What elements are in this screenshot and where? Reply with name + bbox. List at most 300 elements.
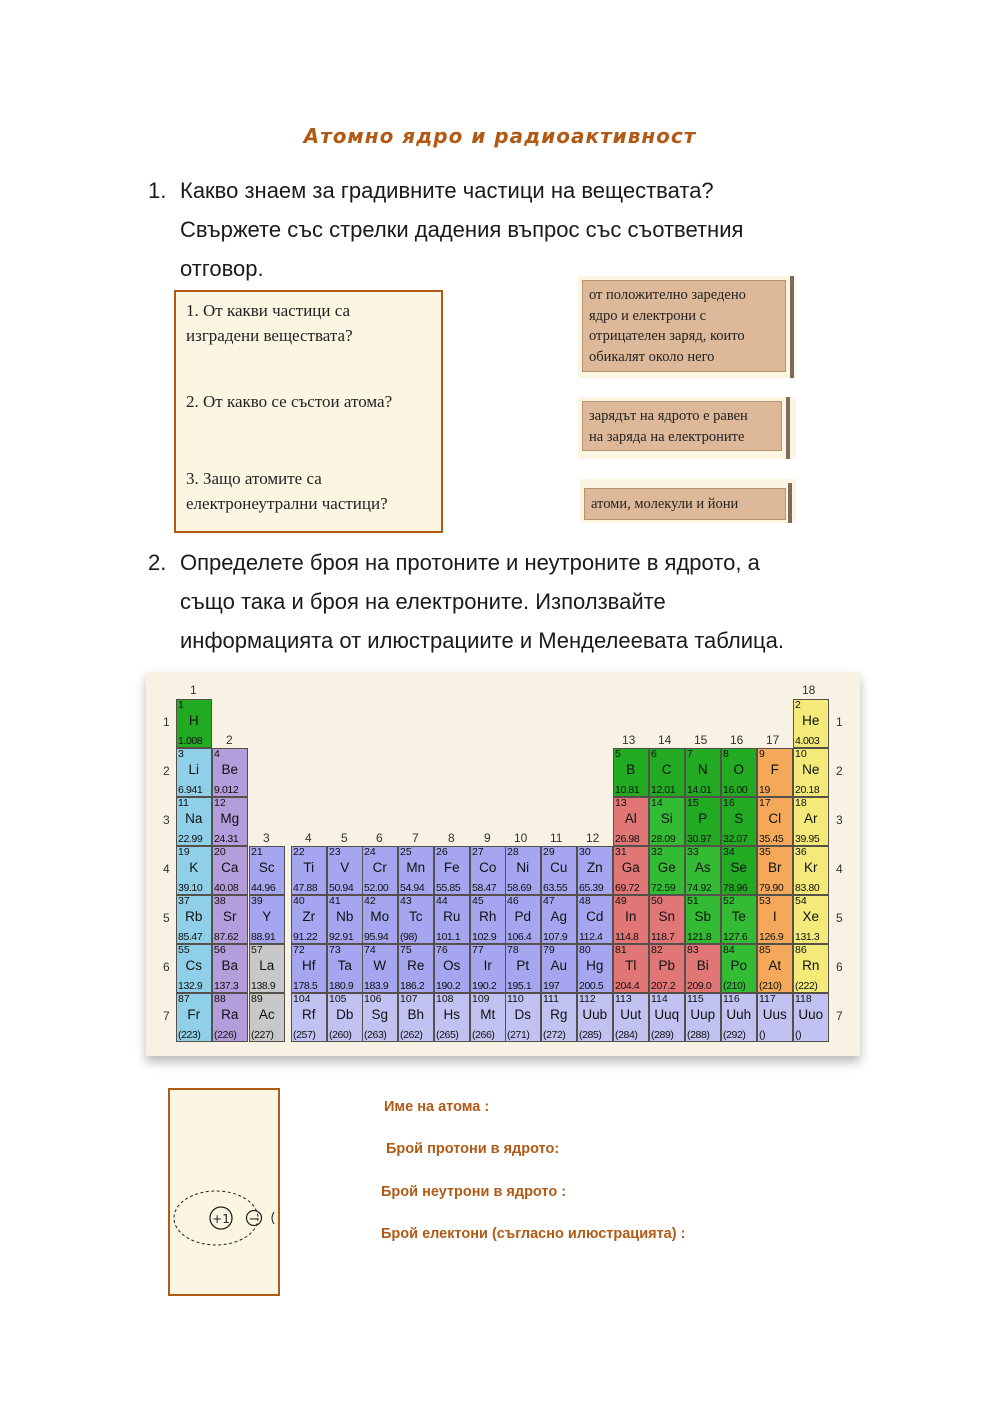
element-cell[interactable] [613, 797, 649, 846]
atomic-number: 55 [178, 944, 190, 956]
element-cell[interactable] [176, 699, 212, 748]
element-cell[interactable] [398, 846, 434, 895]
element-cell[interactable] [649, 895, 685, 944]
element-symbol: As [694, 860, 711, 875]
element-cell[interactable] [434, 993, 470, 1042]
atomic-mass: 39.95 [795, 833, 820, 845]
element-cell[interactable] [757, 993, 793, 1042]
atomic-number: 79 [543, 944, 555, 956]
question-2-number: 2. [148, 550, 167, 575]
atomic-number: 27 [472, 846, 484, 858]
element-symbol: Cd [586, 909, 604, 924]
atomic-mass: 63.55 [543, 882, 568, 894]
atomic-number: 24 [364, 846, 376, 858]
element-cell[interactable] [613, 944, 649, 993]
atomic-number: 81 [615, 944, 627, 956]
atomic-number: 74 [364, 944, 376, 956]
element-cell[interactable] [505, 993, 541, 1042]
group-label: 6 [376, 831, 383, 845]
element-cell[interactable] [327, 944, 363, 993]
atomic-mass: 10.81 [615, 784, 640, 796]
element-cell[interactable] [757, 846, 793, 895]
element-cell[interactable] [757, 895, 793, 944]
atom-diagram [170, 1090, 278, 1294]
group-label: 15 [694, 733, 708, 747]
element-cell[interactable] [613, 846, 649, 895]
element-cell[interactable] [470, 944, 506, 993]
element-cell[interactable] [613, 993, 649, 1042]
atomic-number: 75 [400, 944, 412, 956]
element-cell[interactable] [470, 846, 506, 895]
element-cell[interactable] [176, 846, 212, 895]
atomic-mass: 114.8 [615, 931, 639, 943]
element-cell[interactable] [505, 846, 541, 895]
atomic-number: 46 [507, 895, 519, 907]
atomic-mass: 30.97 [687, 833, 712, 845]
question-1-line: отговор. [180, 256, 264, 281]
atomic-mass: (227) [251, 1029, 274, 1041]
element-cell[interactable] [541, 846, 577, 895]
period-label: 5 [163, 911, 170, 925]
element-symbol: Li [188, 762, 199, 777]
matching-answer-2[interactable]: зарядът на ядрото е равен на заряда на електроните [578, 397, 796, 459]
element-cell[interactable] [249, 895, 285, 944]
period-label: 7 [163, 1009, 170, 1023]
element-cell[interactable] [541, 993, 577, 1042]
period-label: 3 [163, 813, 170, 827]
element-cell[interactable] [362, 846, 398, 895]
element-cell[interactable] [613, 748, 649, 797]
element-symbol: Xe [802, 909, 819, 924]
atomic-mass: (223) [178, 1029, 201, 1041]
atomic-number: 2 [795, 699, 801, 711]
atomic-mass: 121.8 [687, 931, 712, 943]
element-cell[interactable] [212, 993, 248, 1042]
element-cell[interactable] [249, 846, 285, 895]
answer-bar [788, 483, 792, 523]
element-symbol: Pd [514, 909, 531, 924]
atomic-mass: 40.08 [214, 882, 239, 894]
atomic-number: 49 [615, 895, 627, 907]
element-symbol: Ge [657, 860, 676, 875]
element-symbol: Ba [221, 958, 238, 973]
atomic-mass: 126.9 [759, 931, 784, 943]
element-symbol: Rn [802, 958, 820, 973]
atomic-mass: 186.2 [400, 980, 425, 992]
atomic-mass: (266) [472, 1029, 495, 1041]
element-cell[interactable] [577, 944, 613, 993]
atomic-mass: 91.22 [293, 931, 318, 943]
period-label: 7 [836, 1009, 843, 1023]
element-cell[interactable] [685, 993, 721, 1042]
atomic-number: 40 [293, 895, 305, 907]
atomic-number: 76 [436, 944, 448, 956]
group-label: 18 [802, 683, 816, 697]
element-cell[interactable] [793, 895, 829, 944]
element-cell[interactable] [721, 748, 757, 797]
group-label: 11 [550, 831, 563, 845]
element-cell[interactable] [291, 895, 327, 944]
period-label: 4 [163, 862, 170, 876]
period-label: 6 [836, 960, 843, 974]
element-cell[interactable] [327, 895, 363, 944]
atomic-mass: 79.90 [759, 882, 784, 894]
element-cell[interactable] [721, 797, 757, 846]
atomic-number: 28 [507, 846, 519, 858]
element-cell[interactable] [793, 993, 829, 1042]
matching-question-3[interactable]: 3. Защо атомите са електронеутрални частици? [186, 469, 388, 513]
element-symbol: Os [443, 958, 461, 973]
element-symbol: Si [660, 811, 673, 826]
atomic-mass: 28.09 [651, 833, 676, 845]
group-label: 16 [730, 733, 744, 747]
atomic-number: 38 [214, 895, 226, 907]
atomic-number: 56 [214, 944, 226, 956]
atomic-number: 6 [651, 748, 657, 760]
element-symbol: Rb [185, 909, 203, 924]
element-symbol: Rg [550, 1007, 568, 1022]
atomic-number: 85 [759, 944, 771, 956]
atomic-number: 41 [329, 895, 341, 907]
atomic-number: 111 [543, 993, 559, 1005]
element-cell[interactable] [793, 944, 829, 993]
element-cell[interactable] [362, 993, 398, 1042]
element-cell[interactable] [541, 944, 577, 993]
atomic-mass: 132.9 [178, 980, 203, 992]
group-label: 4 [305, 831, 312, 845]
element-cell[interactable] [649, 797, 685, 846]
element-symbol: Ac [258, 1007, 275, 1022]
element-symbol: Ir [483, 958, 492, 973]
atomic-number: 53 [759, 895, 771, 907]
atomic-mass: 16.00 [723, 784, 748, 796]
element-cell[interactable] [212, 846, 248, 895]
atomic-number: 12 [214, 797, 226, 809]
element-symbol: Uuo [798, 1007, 824, 1022]
atomic-mass: 47.88 [293, 882, 318, 894]
atomic-number: 115 [687, 993, 704, 1005]
element-symbol: Bh [407, 1007, 424, 1022]
atomic-mass: (226) [214, 1029, 237, 1041]
atomic-mass: 92.91 [329, 931, 354, 943]
element-cell[interactable] [685, 748, 721, 797]
element-symbol: Ag [550, 909, 567, 924]
atomic-number: 57 [251, 944, 263, 956]
atomic-number: 47 [543, 895, 555, 907]
atomic-number: 7 [687, 748, 693, 760]
period-label: 3 [836, 813, 843, 827]
atomic-number: 83 [687, 944, 699, 956]
atomic-number: 10 [795, 748, 807, 760]
element-symbol: H [188, 713, 199, 728]
atomic-mass: (265) [436, 1029, 459, 1041]
atomic-number: 11 [178, 797, 189, 809]
element-symbol: F [770, 762, 779, 777]
atomic-mass: 12.01 [651, 784, 676, 796]
atomic-mass: 55.85 [436, 882, 461, 894]
atomic-number: 87 [178, 993, 190, 1005]
atomic-number: 78 [507, 944, 519, 956]
atomic-number: 39 [251, 895, 263, 907]
atomic-mass: 85.47 [178, 931, 203, 943]
atomic-mass: (272) [543, 1029, 566, 1041]
element-cell[interactable] [577, 846, 613, 895]
element-cell[interactable] [470, 993, 506, 1042]
element-symbol: Al [624, 811, 637, 826]
element-symbol: Fr [187, 1007, 201, 1022]
atomic-number: 23 [329, 846, 341, 858]
group-label: 1 [190, 683, 197, 697]
element-cell[interactable] [176, 944, 212, 993]
atomic-number: 30 [579, 846, 591, 858]
protons-label: Брой протони в ядрото: [386, 1141, 560, 1157]
atomic-mass: 118.7 [651, 931, 675, 943]
element-symbol: Te [731, 909, 746, 924]
neutrons-label: Брой неутрони в ядрото : [381, 1184, 567, 1200]
element-symbol: Mt [480, 1007, 496, 1022]
atomic-mass: 72.59 [651, 882, 676, 894]
atomic-mass: 58.69 [507, 882, 532, 894]
element-cell[interactable] [721, 993, 757, 1042]
element-cell[interactable] [793, 699, 829, 748]
element-symbol: Sr [223, 909, 237, 924]
element-cell[interactable] [577, 993, 613, 1042]
element-cell[interactable] [327, 846, 363, 895]
element-cell[interactable] [327, 993, 363, 1042]
element-cell[interactable] [685, 846, 721, 895]
atomic-number: 110 [507, 993, 524, 1005]
element-cell[interactable] [793, 748, 829, 797]
atomic-mass: 20.18 [795, 784, 820, 796]
element-symbol: N [697, 762, 708, 777]
atomic-number: 108 [436, 993, 454, 1005]
atomic-number: 89 [251, 993, 263, 1005]
element-symbol: Uub [582, 1007, 608, 1022]
element-cell[interactable] [176, 797, 212, 846]
atomic-mass: 127.6 [723, 931, 748, 943]
element-symbol: Rf [302, 1007, 316, 1022]
atomic-number: 32 [651, 846, 663, 858]
period-label: 1 [836, 715, 843, 729]
element-cell[interactable] [291, 846, 327, 895]
atomic-number: 106 [364, 993, 382, 1005]
period-label: 2 [163, 764, 170, 778]
element-symbol: Cu [550, 860, 568, 875]
atomic-number: 117 [759, 993, 776, 1005]
element-cell[interactable] [685, 944, 721, 993]
atomic-mass: 44.96 [251, 882, 276, 894]
element-symbol: Tl [625, 958, 637, 973]
atomic-mass: (292) [723, 1029, 746, 1041]
atomic-mass: 137.3 [214, 980, 239, 992]
element-cell[interactable] [793, 846, 829, 895]
element-cell[interactable] [577, 895, 613, 944]
atomic-mass: 190.2 [472, 980, 497, 992]
element-symbol: Sn [658, 909, 675, 924]
atomic-mass: 138.9 [251, 980, 276, 992]
element-cell[interactable] [434, 895, 470, 944]
atomic-mass: 39.10 [178, 882, 203, 894]
period-label: 6 [163, 960, 170, 974]
element-cell[interactable] [649, 748, 685, 797]
matching-answer-3[interactable]: атоми, молекули и йони [580, 479, 796, 523]
atomic-mass: 183.9 [364, 980, 389, 992]
atomic-number: 109 [472, 993, 490, 1005]
element-cell[interactable] [721, 944, 757, 993]
element-symbol: Uut [620, 1007, 642, 1022]
matching-answer-1[interactable]: от положително заредено ядро и електрони с отрицателен заряд, които обикалят около него [578, 276, 796, 378]
atomic-mass: 180.9 [329, 980, 354, 992]
element-symbol: Re [407, 958, 425, 973]
atomic-mass: 101.1 [436, 931, 461, 943]
atomic-number: 118 [795, 993, 812, 1005]
atomic-mass: (284) [615, 1029, 638, 1041]
atomic-number: 43 [400, 895, 412, 907]
element-cell[interactable] [721, 895, 757, 944]
atomic-mass: 78.96 [723, 882, 748, 894]
element-symbol: I [772, 909, 777, 924]
element-cell[interactable] [505, 944, 541, 993]
element-symbol: O [733, 762, 744, 777]
element-cell[interactable] [362, 944, 398, 993]
atom-name-label: Име на атома : [384, 1099, 490, 1115]
period-label: 2 [836, 764, 843, 778]
element-cell[interactable] [291, 993, 327, 1042]
period-label: 1 [163, 715, 170, 729]
element-symbol: He [802, 713, 820, 728]
element-cell[interactable] [362, 895, 398, 944]
matching-question-2[interactable]: 2. От какво се състои атома? [186, 392, 393, 411]
nucleus-charge: +1 [212, 1212, 230, 1226]
atomic-mass: 32.07 [723, 833, 748, 845]
element-symbol: Uup [690, 1007, 716, 1022]
atomic-number: 34 [723, 846, 735, 858]
group-label: 17 [766, 733, 780, 747]
element-symbol: Rh [479, 909, 497, 924]
element-symbol: Uuh [726, 1007, 752, 1022]
group-label: 10 [514, 831, 528, 845]
element-cell[interactable] [249, 993, 285, 1042]
element-cell[interactable] [757, 748, 793, 797]
element-cell[interactable] [541, 895, 577, 944]
atomic-number: 5 [615, 748, 621, 760]
matching-question-1[interactable]: 1. От какви частици са изградени веществата? [186, 301, 353, 345]
element-symbol: Nb [336, 909, 354, 924]
element-symbol: La [259, 958, 275, 973]
element-cell[interactable] [757, 944, 793, 993]
atomic-mass: 106.4 [507, 931, 532, 943]
atomic-number: 25 [400, 846, 412, 858]
element-cell[interactable] [470, 895, 506, 944]
element-cell[interactable] [649, 846, 685, 895]
atomic-mass: 87.62 [214, 931, 239, 943]
atomic-mass: () [759, 1029, 766, 1041]
atomic-mass: 52.00 [364, 882, 389, 894]
atomic-mass: 197 [543, 980, 560, 992]
atomic-mass: (98) [400, 931, 418, 943]
element-symbol: Zn [586, 860, 603, 875]
atomic-number: 45 [472, 895, 484, 907]
element-symbol: Hg [586, 958, 604, 973]
element-cell[interactable] [398, 895, 434, 944]
atomic-number: 35 [759, 846, 771, 858]
element-cell[interactable] [398, 944, 434, 993]
electrons-label: Брой електони (съгласно илюстрацията) : [381, 1226, 686, 1242]
atomic-number: 44 [436, 895, 448, 907]
atomic-number: 18 [795, 797, 807, 809]
atomic-number: 16 [723, 797, 735, 809]
element-cell[interactable] [649, 993, 685, 1042]
element-cell[interactable] [176, 748, 212, 797]
atomic-mass: (210) [723, 980, 746, 992]
element-cell[interactable] [434, 944, 470, 993]
atomic-number: 14 [651, 797, 663, 809]
element-cell[interactable] [212, 944, 248, 993]
atomic-mass: 69.72 [615, 882, 640, 894]
element-cell[interactable] [757, 797, 793, 846]
element-symbol: Mg [220, 811, 240, 826]
element-cell[interactable] [291, 944, 327, 993]
element-cell[interactable] [505, 895, 541, 944]
element-cell[interactable] [212, 748, 248, 797]
atomic-number: 4 [214, 748, 220, 760]
atomic-number: 17 [759, 797, 771, 809]
element-cell[interactable] [434, 846, 470, 895]
question-2-line: информацията от илюстрациите и Менделеевата таблица. [180, 628, 784, 653]
element-symbol: Ta [337, 958, 352, 973]
element-cell[interactable] [721, 846, 757, 895]
atomic-mass: 54.94 [400, 882, 425, 894]
element-symbol: Mn [406, 860, 426, 875]
atomic-mass: 50.94 [329, 882, 354, 894]
atomic-number: 73 [329, 944, 341, 956]
atomic-number: 9 [759, 748, 765, 760]
element-symbol: Hs [443, 1007, 460, 1022]
element-cell[interactable] [176, 895, 212, 944]
group-label: 9 [484, 831, 491, 845]
element-cell[interactable] [613, 895, 649, 944]
atomic-mass: 14.01 [687, 784, 712, 796]
element-symbol: Ca [221, 860, 239, 875]
element-symbol: Uus [762, 1007, 787, 1022]
atomic-number: 50 [651, 895, 663, 907]
atomic-mass: 131.3 [795, 931, 820, 943]
element-cell[interactable] [685, 797, 721, 846]
atomic-mass: 83.80 [795, 882, 820, 894]
element-cell[interactable] [176, 993, 212, 1042]
element-cell[interactable] [212, 895, 248, 944]
atomic-mass: (210) [759, 980, 782, 992]
question-1 [148, 171, 743, 288]
element-cell[interactable] [649, 944, 685, 993]
atomic-number: 3 [178, 748, 184, 760]
element-cell[interactable] [793, 797, 829, 846]
element-symbol: Uuq [654, 1007, 680, 1022]
element-symbol: C [661, 762, 672, 777]
element-cell[interactable] [685, 895, 721, 944]
electron-charge: − [248, 1212, 260, 1227]
atomic-mass: () [795, 1029, 802, 1041]
question-1-number: 1. [148, 178, 167, 203]
element-cell[interactable] [249, 944, 285, 993]
atomic-number: 48 [579, 895, 591, 907]
question-2-line: Определете броя на протоните и неутроните в ядрото, а [180, 550, 760, 575]
element-cell[interactable] [398, 993, 434, 1042]
atomic-number: 33 [687, 846, 699, 858]
atomic-number: 31 [615, 846, 627, 858]
element-cell[interactable] [212, 797, 248, 846]
element-symbol: Pt [516, 958, 530, 973]
